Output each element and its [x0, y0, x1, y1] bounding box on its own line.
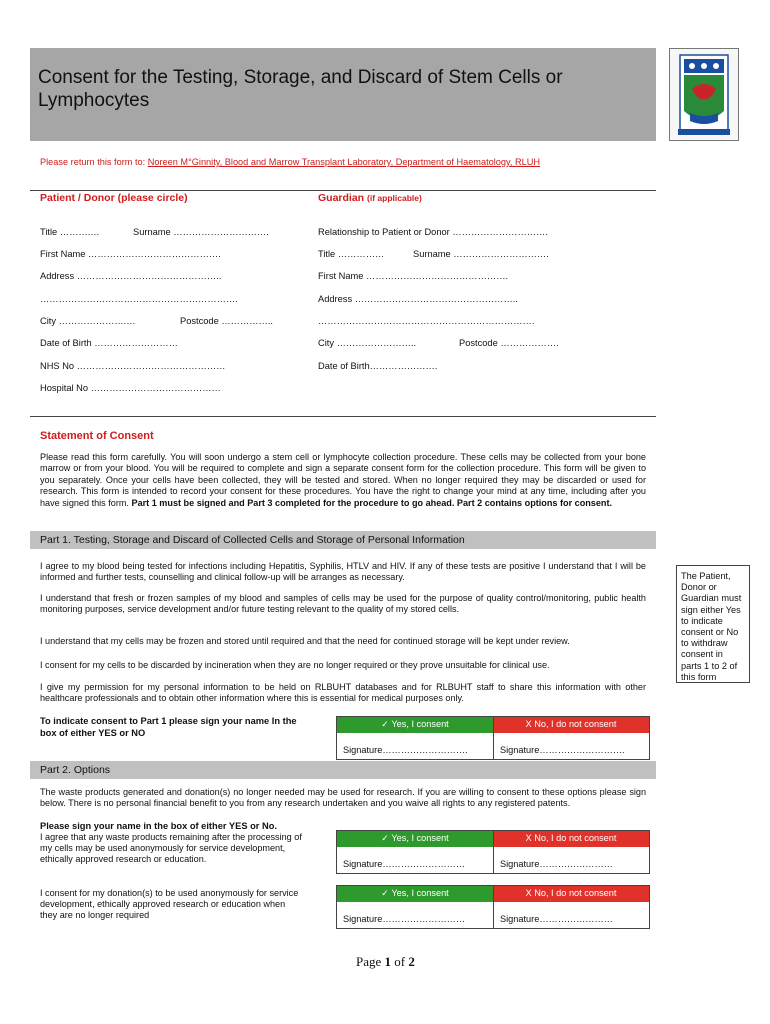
page-title: Consent for the Testing, Storage, and Discard of Stem Cells or Lymphocytes	[38, 67, 563, 111]
patient-first-name-field[interactable]: First Name …………………………………….	[40, 249, 221, 259]
part2-opt1-yes-signature[interactable]: Signature………………………	[343, 859, 466, 869]
part2-opt2-yes-signature[interactable]: Signature………………………	[343, 914, 466, 924]
hospital-crest-logo	[669, 48, 739, 141]
part1-heading: Part 1. Testing, Storage and Discard of Collected Cells and Storage of Personal Information	[40, 534, 465, 546]
patient-nhs-field[interactable]: NHS No …………………………………………	[40, 361, 226, 371]
statement-heading: Statement of Consent	[40, 430, 154, 442]
part2-opt2-yes-header: ✓ Yes, I consent	[337, 886, 493, 902]
page-current: 1	[384, 954, 392, 969]
patient-heading: Patient / Donor (please circle)	[40, 192, 188, 204]
guardian-heading: Guardian	[318, 192, 365, 204]
statement-text	[40, 452, 646, 509]
part2-band	[30, 761, 656, 779]
patient-dob-field[interactable]: Date of Birth ………………………	[40, 338, 178, 348]
guardian-postcode-field[interactable]: Postcode ……………….	[459, 338, 559, 348]
guardian-first-name-field[interactable]: First Name ……………………………………….	[318, 271, 509, 281]
patient-address-line2[interactable]: ……………………………………………………….	[40, 294, 238, 304]
cell-divider	[493, 886, 494, 928]
guardian-title-field[interactable]: Title ……………	[318, 249, 385, 259]
patient-hospital-field[interactable]: Hospital No ……………………………………	[40, 383, 221, 393]
patient-postcode-field[interactable]: Postcode ……………..	[180, 316, 273, 326]
guardian-dob-field[interactable]: Date of Birth………………….	[318, 361, 438, 371]
patient-title-field[interactable]: Title ……….…	[40, 227, 100, 237]
part2-sign-instruction: Please sign your name in the box of either YES or No.	[40, 821, 277, 831]
part1-band	[30, 531, 656, 549]
part2-option1-text: I agree that any waste products remaining after the processing of my cells may be used anonymously for service development, ethically approved research or education.	[40, 832, 302, 865]
return-instructions	[40, 157, 540, 167]
guardian-surname-field[interactable]: Surname ………………………….	[413, 249, 549, 259]
part1-yes-header: ✓ Yes, I consent	[337, 717, 493, 733]
cell-divider	[493, 831, 494, 873]
guardian-city-field[interactable]: City ……………………..	[318, 338, 417, 348]
page-total: 2	[408, 954, 415, 969]
part2-opt1-yes-header: ✓ Yes, I consent	[337, 831, 493, 847]
part1-para-1: I agree to my blood being tested for infections including Hepatitis, Syphilis, HTLV and HIV. If any of these tests are positive I understand that I will be informed and further tests, counselling and clinical follow-up will be arranges as necessary.	[40, 561, 646, 583]
part2-opt2-no-signature[interactable]: Signature……………………	[500, 914, 613, 924]
divider	[30, 416, 656, 417]
part1-no-signature[interactable]: Signature……………………….	[500, 745, 625, 755]
guardian-heading-wrap	[318, 192, 422, 204]
part1-para-4: I consent for my cells to be discarded by incineration when they are no longer required or they prove unsuitable for clinical use.	[40, 660, 550, 670]
guardian-note: (if applicable)	[367, 193, 422, 203]
page-number	[356, 954, 415, 970]
statement-bold: Part 1 must be signed and Part 3 completed for the procedure to go ahead. Part 2 contains options for consent.	[131, 497, 613, 508]
patient-surname-field[interactable]: Surname ………………………….	[133, 227, 269, 237]
part2-opt1-no-header: X No, I do not consent	[493, 831, 649, 847]
part2-heading: Part 2. Options	[40, 764, 111, 776]
part1-para-3: I understand that my cells may be frozen and stored until required and that the need for continued storage will be kept under review.	[40, 636, 570, 646]
guardian-relationship-field[interactable]: Relationship to Patient or Donor ………………………….	[318, 227, 548, 237]
return-label: Please return this form to:	[40, 157, 148, 167]
guardian-address-line2[interactable]: …………………………………………………………….	[318, 316, 535, 326]
part2-option2-text: I consent for my donation(s) to be used anonymously for service development, ethically approved research or education when they are no longer required	[40, 888, 299, 921]
part2-intro: The waste products generated and donation(s) no longer needed may be used for research. If you are willing to consent to these options please sign below. There is no personal financial benefit to you from any research undertaken and you waive all rights to any registered patents.	[40, 787, 646, 809]
part1-yes-signature[interactable]: Signature……………………….	[343, 745, 468, 755]
part1-para-5: I give my permission for my personal information to be held on RLBUHT databases and for RLBUHT staff to share this information with other healthcare professionals and to obtain other information where this is essential for medical purposes only.	[40, 682, 646, 704]
statement-body: Please read this form carefully. You will soon undergo a stem cell or lymphocyte collection procedure. These cells may be collected from your bone marrow or from your blood. You will be required to complete and sign a separate consent form for the collection procedure. This form will be given to you separately. Once your cells have been collected, they will be tested and stored. When no longer required they may be discarded or used for research. This form is intended to record your consent for these procedures. You have the right to change your mind at any time, including after you have signed this form.	[40, 452, 646, 508]
part2-opt2-no-header: X No, I do not consent	[493, 886, 649, 902]
patient-city-field[interactable]: City ………………….…	[40, 316, 136, 326]
patient-address-field[interactable]: Address ………………………………………..	[40, 271, 222, 281]
part2-opt1-no-signature[interactable]: Signature……………………	[500, 859, 613, 869]
part1-para-2: I understand that fresh or frozen samples of my blood and samples of cells may be used for the purpose of quality control/monitoring, public health monitoring purposes, service development and/or future testing relevant to the quality of my stored cells.	[40, 593, 646, 615]
guardian-address-field[interactable]: Address ……………………………………………..	[318, 294, 518, 304]
part1-no-header: X No, I do not consent	[493, 717, 649, 733]
part2-option2-box	[336, 885, 650, 929]
cell-divider	[493, 717, 494, 759]
page-prefix: Page	[356, 954, 385, 969]
part1-sign-instruction: To indicate consent to Part 1 please sign your name In the box of either YES or NO	[40, 716, 297, 738]
part2-option1-box	[336, 830, 650, 874]
side-note: The Patient, Donor or Guardian must sign either Yes to indicate consent or No to withdraw consent in parts 1 to 2 of this form	[676, 565, 750, 683]
divider	[30, 190, 656, 191]
return-address: Noreen M°Ginnity, Blood and Marrow Transplant Laboratory, Department of Haematology, RLUH	[147, 157, 541, 167]
page-mid: of	[391, 954, 409, 969]
part1-consent-box	[336, 716, 650, 760]
